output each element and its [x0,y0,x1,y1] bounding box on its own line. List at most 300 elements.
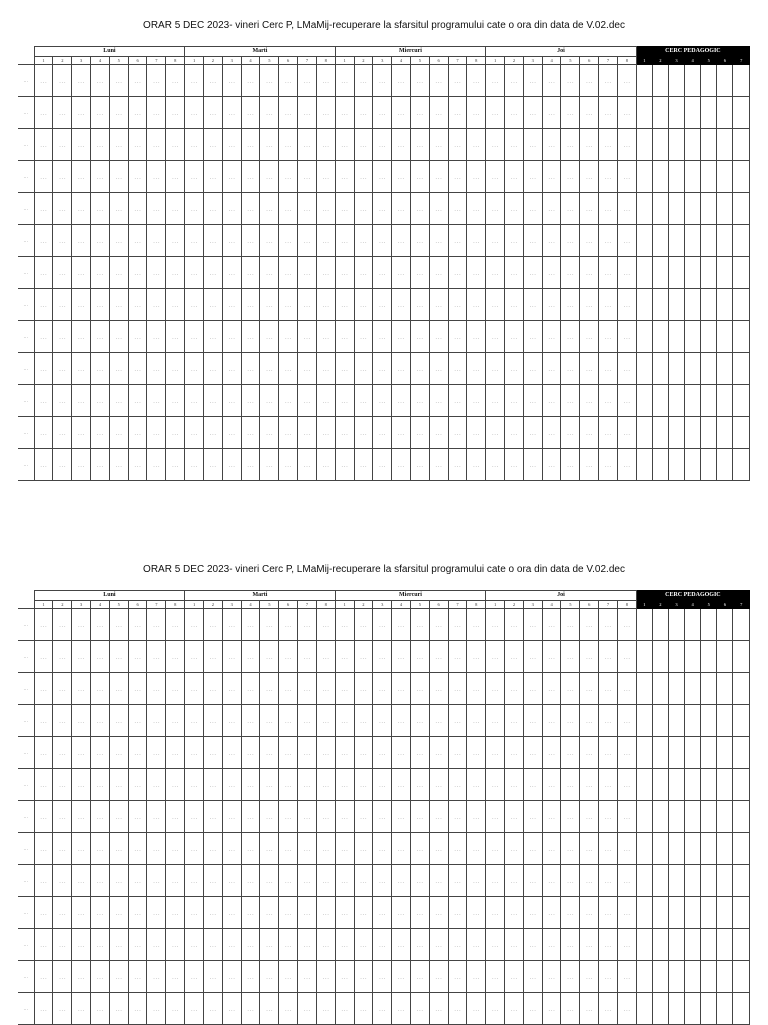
lesson-cell: … [373,737,392,769]
lesson-cell: … [185,193,204,225]
cerc-period-number: 4 [685,57,701,65]
lesson-cell: … [561,385,580,417]
timetable-title: ORAR 5 DEC 2023- vineri Cerc P, LMaMij-recuperare la sfarsitul programului cate o ora din data de V.02.dec [143,20,625,31]
lesson-cell: … [429,705,448,737]
lesson-cell: … [185,865,204,897]
lesson-cell: … [523,993,542,1025]
cerc-cell [733,801,750,833]
cerc-cell [652,97,668,129]
period-number: 2 [505,601,524,609]
lesson-cell: … [260,993,279,1025]
class-label: … [18,161,34,193]
lesson-cell: … [429,353,448,385]
cerc-cell [668,161,684,193]
lesson-cell: … [392,961,411,993]
lesson-cell: … [599,737,618,769]
class-row [18,993,750,1025]
lesson-cell: … [222,193,241,225]
lesson-cell: … [316,161,335,193]
cerc-pedagogic-header: CERC PEDAGOGIC [636,47,749,57]
lesson-cell: … [599,865,618,897]
lesson-cell: … [128,673,147,705]
lesson-cell: … [185,129,204,161]
lesson-cell: … [599,833,618,865]
day-header: Miercuri [335,47,486,57]
lesson-cell: … [128,257,147,289]
lesson-cell: … [185,225,204,257]
cerc-cell [685,609,701,641]
lesson-cell: … [166,737,185,769]
class-row [18,65,750,97]
lesson-cell: … [542,705,561,737]
period-number: 5 [561,601,580,609]
cerc-cell [717,289,733,321]
lesson-cell: … [410,193,429,225]
lesson-cell: … [410,289,429,321]
lesson-cell: … [185,929,204,961]
lesson-cell: … [185,289,204,321]
lesson-cell: … [505,609,524,641]
lesson-cell: … [486,321,505,353]
lesson-cell: … [91,161,110,193]
lesson-cell: … [298,961,317,993]
cerc-cell [717,449,733,481]
cerc-cell [668,769,684,801]
cerc-cell [652,833,668,865]
cerc-cell [701,929,717,961]
lesson-cell: … [373,129,392,161]
class-label: … [18,801,34,833]
class-row [18,609,750,641]
lesson-cell: … [34,353,53,385]
lesson-cell: … [260,193,279,225]
lesson-cell: … [298,449,317,481]
lesson-cell: … [486,897,505,929]
lesson-cell: … [523,193,542,225]
lesson-cell: … [580,801,599,833]
cerc-cell [636,993,652,1025]
lesson-cell: … [448,289,467,321]
lesson-cell: … [72,865,91,897]
period-number: 2 [204,57,223,65]
lesson-cell: … [109,385,128,417]
lesson-cell: … [599,641,618,673]
lesson-cell: … [354,673,373,705]
lesson-cell: … [335,609,354,641]
lesson-cell: … [392,449,411,481]
lesson-cell: … [335,865,354,897]
lesson-cell: … [373,609,392,641]
cerc-cell [717,865,733,897]
lesson-cell: … [561,193,580,225]
lesson-cell: … [561,641,580,673]
lesson-cell: … [392,161,411,193]
cerc-cell [717,161,733,193]
lesson-cell: … [542,865,561,897]
lesson-cell: … [542,225,561,257]
cerc-cell [717,225,733,257]
lesson-cell: … [429,289,448,321]
lesson-cell: … [279,417,298,449]
cerc-period-number: 5 [701,601,717,609]
lesson-cell: … [467,705,486,737]
lesson-cell: … [241,833,260,865]
lesson-cell: … [128,321,147,353]
lesson-cell: … [260,769,279,801]
lesson-cell: … [354,705,373,737]
lesson-cell: … [335,257,354,289]
cerc-cell [733,161,750,193]
lesson-cell: … [316,385,335,417]
lesson-cell: … [523,289,542,321]
cerc-cell [668,417,684,449]
lesson-cell: … [204,193,223,225]
lesson-cell: … [561,321,580,353]
lesson-cell: … [429,65,448,97]
cerc-cell [717,385,733,417]
lesson-cell: … [109,193,128,225]
period-number: 8 [166,57,185,65]
lesson-cell: … [185,833,204,865]
lesson-cell: … [260,257,279,289]
cerc-cell [717,705,733,737]
lesson-cell: … [392,321,411,353]
lesson-cell: … [373,193,392,225]
lesson-cell: … [128,289,147,321]
lesson-cell: … [91,417,110,449]
lesson-cell: … [53,161,72,193]
lesson-cell: … [222,833,241,865]
period-number: 6 [279,57,298,65]
lesson-cell: … [204,97,223,129]
lesson-cell: … [505,673,524,705]
lesson-cell: … [354,961,373,993]
lesson-cell: … [580,65,599,97]
lesson-cell: … [222,769,241,801]
lesson-cell: … [279,353,298,385]
lesson-cell: … [617,225,636,257]
cerc-cell [717,257,733,289]
lesson-cell: … [448,705,467,737]
cerc-period-number: 6 [717,57,733,65]
lesson-cell: … [335,417,354,449]
lesson-cell: … [185,993,204,1025]
lesson-cell: … [241,897,260,929]
lesson-cell: … [279,449,298,481]
lesson-cell: … [373,961,392,993]
lesson-cell: … [354,897,373,929]
class-label: … [18,769,34,801]
lesson-cell: … [505,705,524,737]
lesson-cell: … [429,129,448,161]
lesson-cell: … [128,449,147,481]
lesson-cell: … [316,737,335,769]
lesson-cell: … [392,833,411,865]
lesson-cell: … [580,673,599,705]
lesson-cell: … [316,289,335,321]
lesson-cell: … [260,929,279,961]
lesson-cell: … [505,417,524,449]
lesson-cell: … [128,161,147,193]
corner-cell [18,57,34,65]
lesson-cell: … [354,641,373,673]
cerc-cell [733,257,750,289]
period-number: 4 [542,57,561,65]
lesson-cell: … [316,417,335,449]
cerc-cell [717,129,733,161]
lesson-cell: … [279,769,298,801]
lesson-cell: … [617,705,636,737]
lesson-cell: … [580,321,599,353]
lesson-cell: … [467,769,486,801]
cerc-cell [685,993,701,1025]
lesson-cell: … [429,737,448,769]
lesson-cell: … [448,961,467,993]
cerc-cell [636,609,652,641]
lesson-cell: … [222,449,241,481]
lesson-cell: … [222,929,241,961]
lesson-cell: … [298,641,317,673]
lesson-cell: … [128,833,147,865]
cerc-cell [685,97,701,129]
period-number: 6 [279,601,298,609]
cerc-cell [636,97,652,129]
lesson-cell: … [542,161,561,193]
lesson-cell: … [128,65,147,97]
lesson-cell: … [34,769,53,801]
lesson-cell: … [91,801,110,833]
lesson-cell: … [279,193,298,225]
cerc-cell [636,65,652,97]
lesson-cell: … [542,801,561,833]
cerc-cell [717,417,733,449]
lesson-cell: … [617,865,636,897]
lesson-cell: … [91,97,110,129]
period-number: 3 [373,601,392,609]
cerc-cell [701,129,717,161]
lesson-cell: … [429,449,448,481]
lesson-cell: … [279,161,298,193]
lesson-cell: … [505,97,524,129]
lesson-cell: … [316,257,335,289]
lesson-cell: … [523,257,542,289]
lesson-cell: … [410,161,429,193]
lesson-cell: … [166,609,185,641]
lesson-cell: … [429,257,448,289]
lesson-cell: … [448,257,467,289]
lesson-cell: … [354,193,373,225]
lesson-cell: … [448,225,467,257]
lesson-cell: … [204,289,223,321]
lesson-cell: … [34,961,53,993]
period-number: 1 [486,57,505,65]
lesson-cell: … [410,641,429,673]
lesson-cell: … [561,225,580,257]
lesson-cell: … [392,801,411,833]
lesson-cell: … [354,769,373,801]
lesson-cell: … [72,449,91,481]
lesson-cell: … [185,801,204,833]
lesson-cell: … [448,449,467,481]
cerc-period-number: 1 [636,57,652,65]
period-number: 5 [260,57,279,65]
lesson-cell: … [410,929,429,961]
cerc-cell [685,929,701,961]
lesson-cell: … [72,289,91,321]
lesson-cell: … [561,161,580,193]
lesson-cell: … [580,353,599,385]
lesson-cell: … [128,225,147,257]
class-label: … [18,225,34,257]
lesson-cell: … [599,193,618,225]
lesson-cell: … [486,769,505,801]
cerc-cell [717,801,733,833]
lesson-cell: … [448,321,467,353]
period-number: 5 [109,601,128,609]
cerc-cell [733,897,750,929]
lesson-cell: … [204,769,223,801]
lesson-cell: … [241,929,260,961]
lesson-cell: … [185,673,204,705]
lesson-cell: … [467,641,486,673]
lesson-cell: … [580,769,599,801]
cerc-cell [685,897,701,929]
lesson-cell: … [109,865,128,897]
class-label: … [18,705,34,737]
lesson-cell: … [109,449,128,481]
lesson-cell: … [204,641,223,673]
lesson-cell: … [128,929,147,961]
lesson-cell: … [53,897,72,929]
cerc-cell [668,609,684,641]
cerc-cell [668,289,684,321]
lesson-cell: … [204,801,223,833]
lesson-cell: … [542,129,561,161]
class-row [18,417,750,449]
lesson-cell: … [222,129,241,161]
cerc-cell [701,897,717,929]
cerc-cell [717,769,733,801]
lesson-cell: … [185,257,204,289]
lesson-cell: … [467,225,486,257]
class-label: … [18,673,34,705]
lesson-cell: … [298,673,317,705]
lesson-cell: … [222,225,241,257]
lesson-cell: … [204,865,223,897]
lesson-cell: … [486,961,505,993]
lesson-cell: … [260,129,279,161]
cerc-cell [701,257,717,289]
cerc-cell [685,737,701,769]
cerc-cell [685,641,701,673]
cerc-cell [652,801,668,833]
lesson-cell: … [410,353,429,385]
lesson-cell: … [523,417,542,449]
cerc-cell [668,929,684,961]
lesson-cell: … [580,129,599,161]
cerc-cell [685,705,701,737]
lesson-cell: … [128,737,147,769]
lesson-cell: … [128,193,147,225]
class-row [18,769,750,801]
lesson-cell: … [298,705,317,737]
class-row [18,321,750,353]
lesson-cell: … [298,737,317,769]
lesson-cell: … [448,673,467,705]
lesson-cell: … [505,289,524,321]
cerc-cell [701,769,717,801]
cerc-cell [668,897,684,929]
lesson-cell: … [335,449,354,481]
lesson-cell: … [354,833,373,865]
lesson-cell: … [72,737,91,769]
lesson-cell: … [448,833,467,865]
cerc-period-number: 3 [668,601,684,609]
lesson-cell: … [486,353,505,385]
lesson-cell: … [486,257,505,289]
lesson-cell: … [335,289,354,321]
lesson-cell: … [34,641,53,673]
period-number: 5 [561,57,580,65]
lesson-cell: … [279,609,298,641]
lesson-cell: … [53,801,72,833]
lesson-cell: … [34,225,53,257]
lesson-cell: … [53,641,72,673]
lesson-cell: … [448,609,467,641]
lesson-cell: … [392,353,411,385]
class-label: … [18,353,34,385]
lesson-cell: … [260,321,279,353]
lesson-cell: … [410,897,429,929]
class-label: … [18,97,34,129]
lesson-cell: … [617,769,636,801]
cerc-cell [717,321,733,353]
lesson-cell: … [298,385,317,417]
cerc-cell [701,705,717,737]
lesson-cell: … [617,289,636,321]
cerc-cell [733,97,750,129]
lesson-cell: … [373,833,392,865]
lesson-cell: … [72,641,91,673]
lesson-cell: … [542,417,561,449]
lesson-cell: … [429,161,448,193]
lesson-cell: … [373,257,392,289]
lesson-cell: … [354,225,373,257]
cerc-cell [636,353,652,385]
lesson-cell: … [392,705,411,737]
lesson-cell: … [185,385,204,417]
lesson-cell: … [599,993,618,1025]
lesson-cell: … [279,897,298,929]
lesson-cell: … [72,993,91,1025]
lesson-cell: … [166,225,185,257]
lesson-cell: … [279,641,298,673]
lesson-cell: … [542,353,561,385]
cerc-cell [733,65,750,97]
lesson-cell: … [91,129,110,161]
lesson-cell: … [617,609,636,641]
lesson-cell: … [222,897,241,929]
lesson-cell: … [34,865,53,897]
lesson-cell: … [260,225,279,257]
lesson-cell: … [486,129,505,161]
lesson-cell: … [166,897,185,929]
lesson-cell: … [599,705,618,737]
lesson-cell: … [316,705,335,737]
lesson-cell: … [316,97,335,129]
lesson-cell: … [72,769,91,801]
lesson-cell: … [335,929,354,961]
